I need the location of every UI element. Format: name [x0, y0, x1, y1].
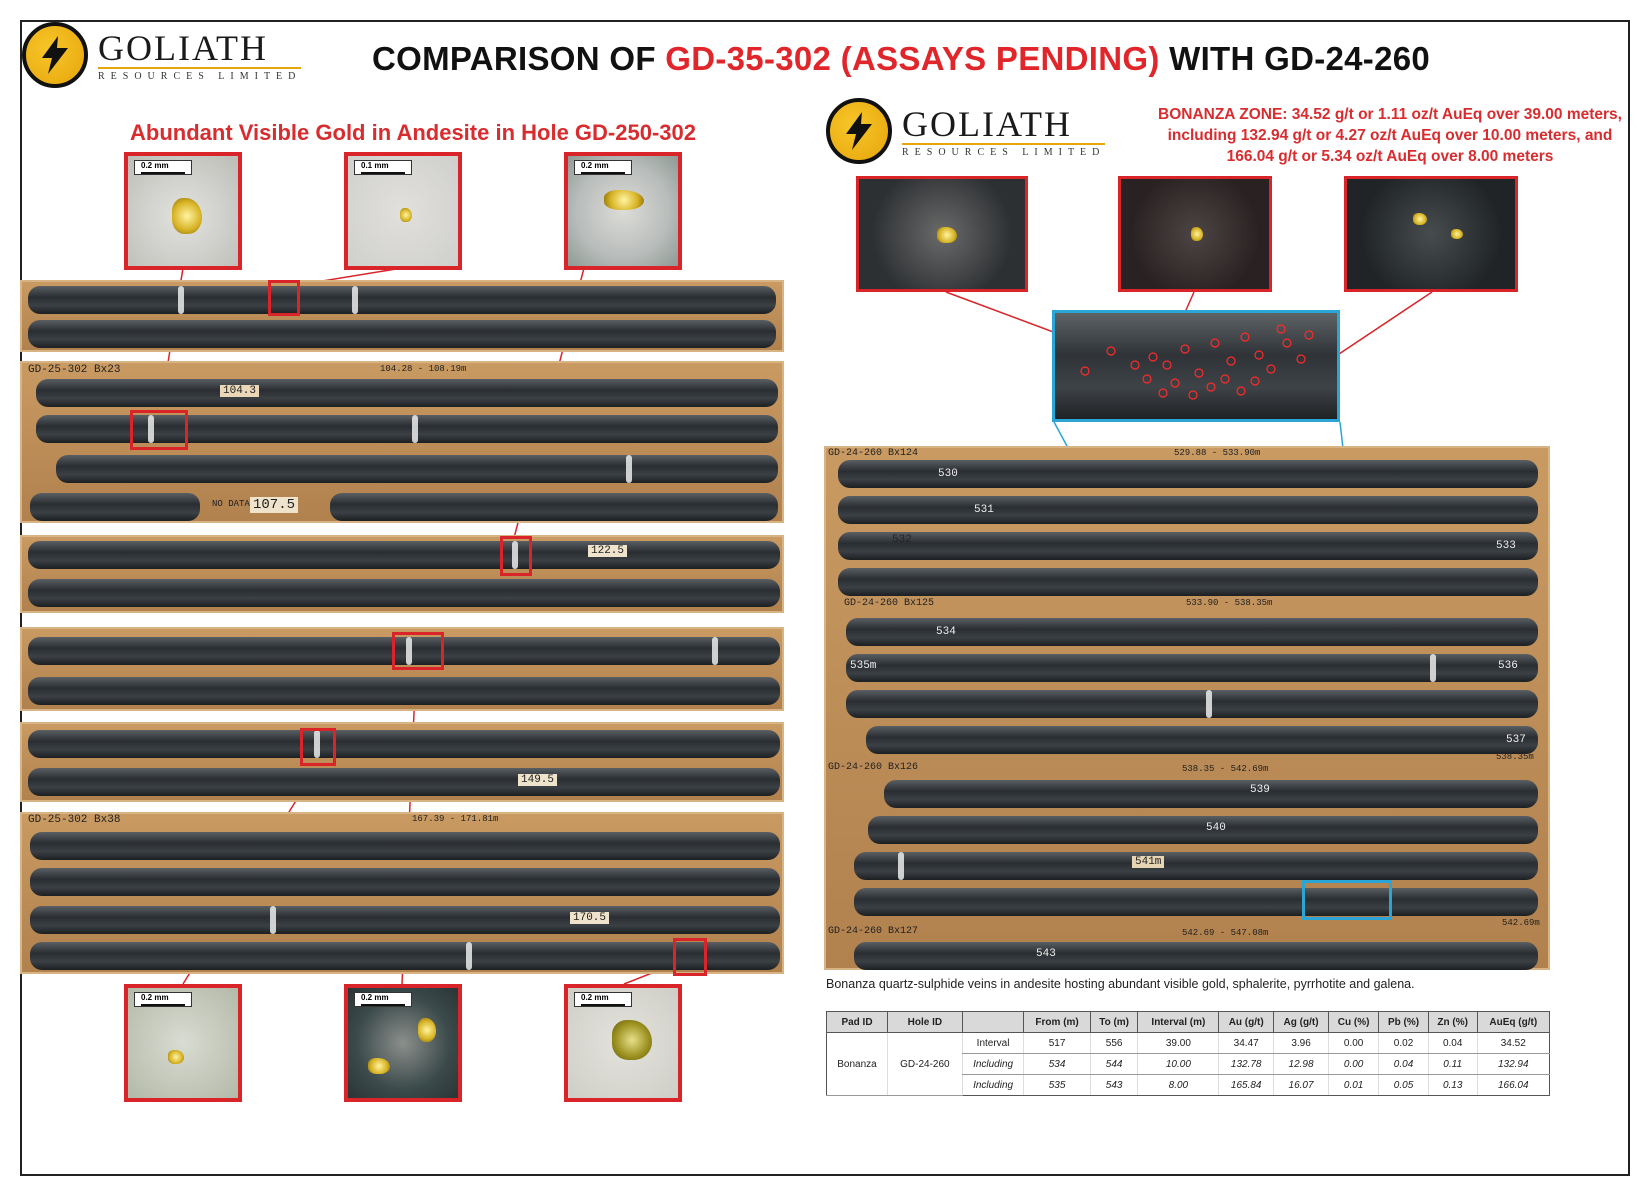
column-header: Au (g/t) [1219, 1012, 1274, 1033]
column-header: Interval (m) [1138, 1012, 1219, 1033]
micro-photo-bottom-2: 0.2 mm [344, 984, 462, 1102]
highlight-box [392, 632, 444, 670]
core-box-left-2: GD-25-302 Bx23 104.28 - 108.19m 104.3 NO DATA 107.5 [20, 361, 784, 523]
logo-subtitle: RESOURCES LIMITED [902, 146, 1106, 158]
highlight-box [268, 280, 300, 316]
core-box-left-6: GD-25-302 Bx38 167.39 - 171.81m 170.5 [20, 812, 784, 974]
table-row: Including 534 544 10.00 132.78 12.98 0.00 0.04 0.11 132.94 [827, 1054, 1550, 1075]
column-header: Ag (g/t) [1274, 1012, 1329, 1033]
hole-id-cell: GD-24-260 [888, 1033, 963, 1096]
core-box-left-5: 149.5 [20, 722, 784, 802]
core-box-left-1 [20, 280, 784, 352]
micro-photo-bottom-1: 0.2 mm [124, 984, 242, 1102]
logo-subtitle: RESOURCES LIMITED [98, 70, 302, 82]
gold-closeup-3 [1344, 176, 1518, 292]
table-row: Including 535 543 8.00 165.84 16.07 0.01 0.05 0.13 166.04 [827, 1075, 1550, 1096]
column-header: AuEq (g/t) [1477, 1012, 1549, 1033]
column-header [962, 1012, 1024, 1033]
highlight-box-blue [1302, 880, 1392, 920]
highlighted-core-sample [1052, 310, 1340, 422]
table-header-row [827, 1012, 1550, 1033]
highlight-box [130, 410, 188, 450]
core-box-right: GD-24-260 Bx124 529.88 - 533.90m 530 531 532 533 GD-24-260 Bx125 533.90 - 538.35m 534 535m 536 537 538.35m GD-24-260 Bx126 538.35 - 542.69m 539 540 541m 542.69m GD-24-260 Bx127 542.69 - 547.08m 543 [824, 446, 1550, 970]
column-header: Pad ID [827, 1012, 888, 1033]
logo-name: GOLIATH [902, 105, 1105, 145]
micro-photo-top-1: 0.2 mm [124, 152, 242, 270]
micro-photo-top-2: 0.1 mm [344, 152, 462, 270]
table-row: Bonanza GD-24-260 Interval 517 556 39.00 34.47 3.96 0.00 0.02 0.04 34.52 [827, 1033, 1550, 1054]
gold-closeup-2 [1118, 176, 1272, 292]
page-title: COMPARISON OF GD-35-302 (ASSAYS PENDING) WITH GD-24-260 [372, 40, 1431, 77]
left-panel-heading: Abundant Visible Gold in Andesite in Hole GD-250-302 [130, 120, 696, 145]
highlight-box [300, 728, 336, 766]
column-header: From (m) [1024, 1012, 1090, 1033]
column-header: To (m) [1090, 1012, 1138, 1033]
gold-closeup-1 [856, 176, 1028, 292]
logo-name: GOLIATH [98, 29, 301, 69]
column-header: Zn (%) [1428, 1012, 1477, 1033]
column-header: Hole ID [888, 1012, 963, 1033]
pad-id-cell: Bonanza [827, 1033, 888, 1096]
core-box-left-3: 122.5 [20, 535, 784, 613]
highlight-box [673, 938, 707, 976]
micro-photo-top-3: 0.2 mm [564, 152, 682, 270]
column-header: Cu (%) [1328, 1012, 1378, 1033]
photo-caption: Bonanza quartz-sulphide veins in andesite hosting abundant visible gold, sphalerite, pyrrhotite and galena. [826, 977, 1415, 991]
highlight-box [500, 536, 532, 576]
assay-results-table [826, 1011, 1550, 1096]
bonanza-zone-description: BONANZA ZONE: 34.52 g/t or 1.11 oz/t AuEq over 39.00 meters, including 132.94 g/t or 4.27 oz/t AuEq over 10.00 meters, and 166.04 g/t or 5.34 oz/t AuEq over 8.00 meters [1158, 106, 1622, 165]
micro-photo-bottom-3: 0.2 mm [564, 984, 682, 1102]
column-header: Pb (%) [1379, 1012, 1429, 1033]
